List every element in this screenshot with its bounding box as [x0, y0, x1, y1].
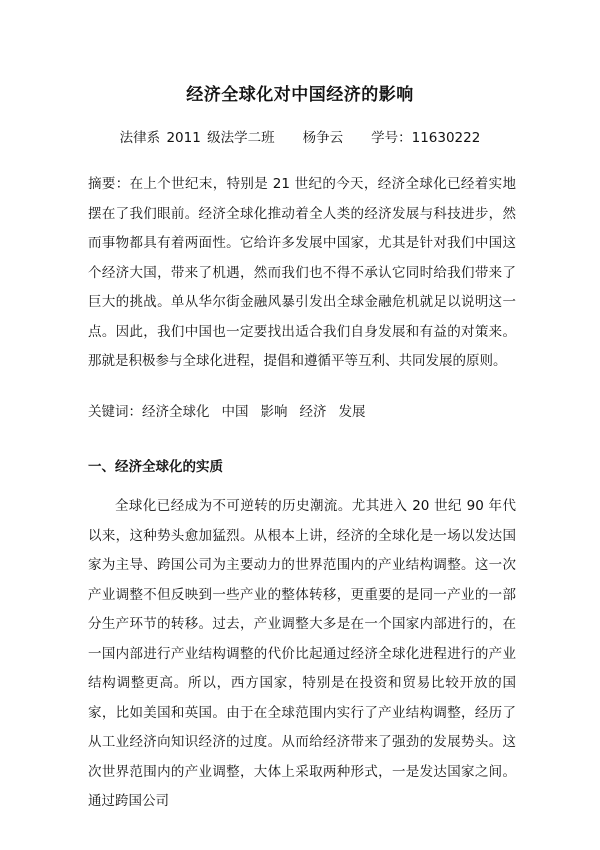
keyword: 发展 — [338, 404, 366, 420]
author-department: 法律系 2011 级法学二班 — [119, 130, 275, 146]
student-id: 学号：11630222 — [371, 130, 481, 146]
abstract-paragraph: 摘要：在上个世纪末，特别是 21 世纪的今天，经济全球化已经着实地摆在了我们眼前。经济全球化推动着全人类的经济发展与科技进步，然而事物都具有着两面性。它给许多发展中国家，尤其是针对我们中国这个经济大国，带来了机遇，然而我们也不得不承认它同时给我们带来了巨大的挑战。单从华尔街金融风暴引发出全球金融危机就足以说明这一点。因此，我们中国也一定要找出适合我们自身发展和有益的对策来。那就是积极参与全球化进程，提倡和遵循平等互利、共同发展的原则。 — [88, 176, 516, 369]
keywords-line — [88, 402, 516, 422]
section-paragraph: 全球化已经成为不可逆转的历史潮流。尤其进入 20 世纪 90 年代以来，这种势头愈加猛烈。从根本上讲，经济的全球化是一场以发达国家为主导、跨国公司为主要动力的世界范围内的产业结构调整。这一次产业调整不但反映到一些产业的整体转移，更重要的是同一产业的一部分生产环节的转移。过去，产业调整大多是在一个国家内部进行的，在一国内部进行产业结构调整的代价比起通过经济全球化进程进行的产业结构调整更高。所以，西方国家，特别是在投资和贸易比较开放的国家，比如美国和英国。由于在全球范围内实行了产业结构调整，经历了从工业经济向知识经济的过度。从而给经济带来了强劲的发展势头。这次世界范围内的产业调整，大体上采取两种形式，一是发达国家之间。通过跨国公司 — [88, 498, 516, 809]
keyword: 影响 — [260, 404, 288, 420]
keywords-label: 关键词： — [88, 404, 142, 420]
keyword: 经济 — [299, 404, 327, 420]
author-line — [0, 126, 600, 146]
author-name: 杨争云 — [302, 130, 344, 146]
keyword: 中国 — [221, 404, 249, 420]
section-heading: 一、经济全球化的实质 — [88, 459, 223, 475]
document-title: 经济全球化对中国经济的影响 — [186, 85, 414, 105]
keyword: 经济全球化 — [142, 404, 210, 420]
